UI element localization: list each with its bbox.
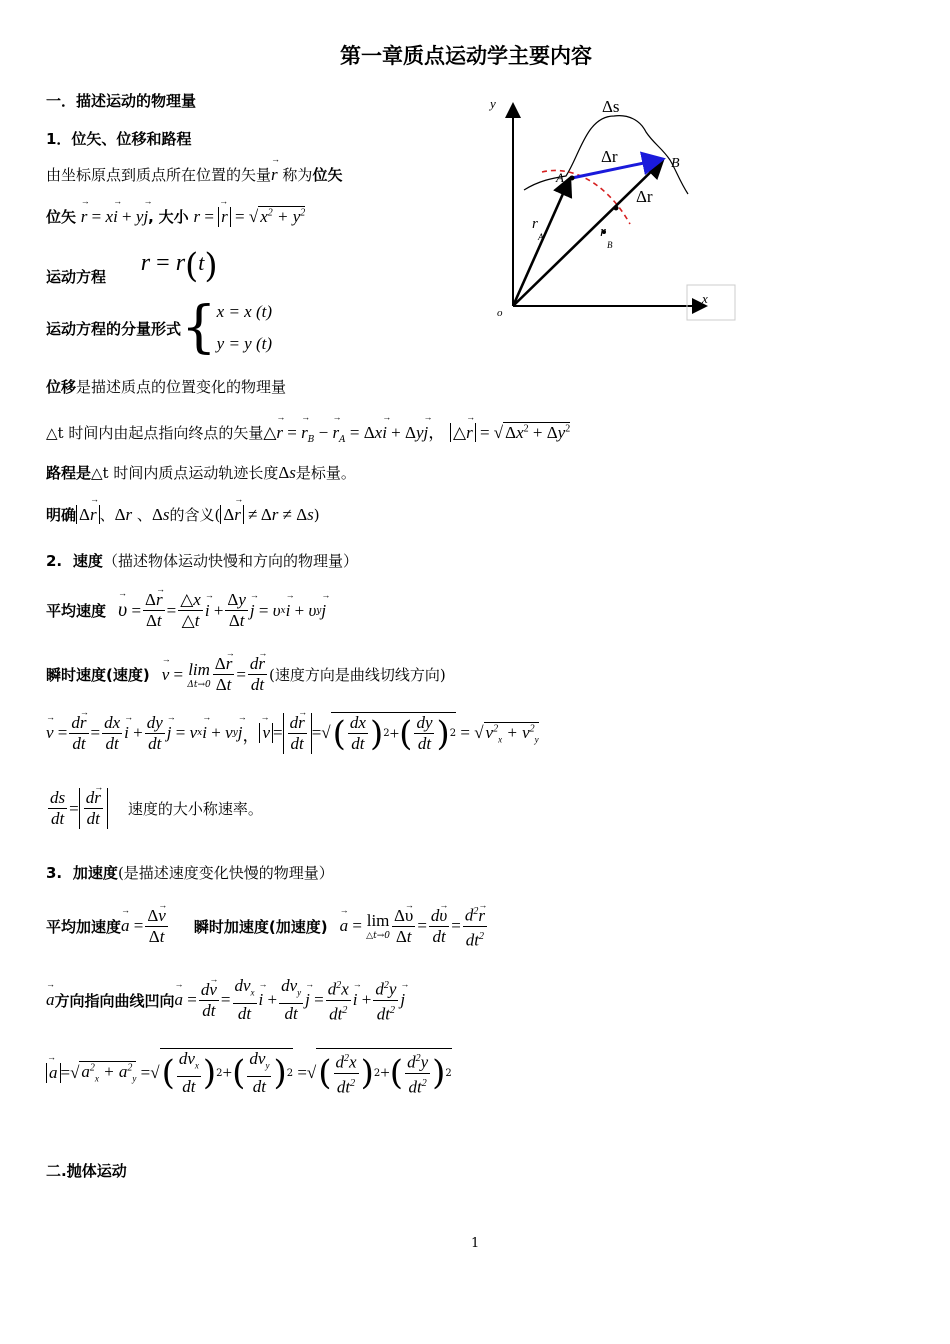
motion-equation-components: 运动方程的分量形式 { x = x (t) y = y (t) <box>46 295 273 360</box>
subsection-3-number: 3. <box>46 864 63 882</box>
point-a-dot <box>570 176 575 181</box>
arc-intersection-dot <box>614 206 619 211</box>
acceleration-direction-formula: → a 方向指向曲线凹向 → a = $\frac{d\to v}{dt}$ = $\frac{dv_x}{dt}$ → i + $\frac{dv_y}{dt}$ → j = $\frac{d^2x}{dt^2}$ → i + $\frac{d^2y}{dt^2}$ → j <box>46 976 405 1024</box>
subsection-3-heading <box>46 862 334 883</box>
r-b-label: r <box>600 224 606 240</box>
path-desc: △t 时间内质点运动轨迹长度 <box>91 464 279 482</box>
instant-acceleration-label: 瞬时加速度(加速度) <box>193 917 328 936</box>
r-a-label: r <box>532 216 538 232</box>
displacement-vector-text: △t 时间内由起点指向终点的矢量 <box>46 424 264 442</box>
r-b-sub-label: B <box>607 240 613 250</box>
subsection-2-heading <box>46 550 358 571</box>
displacement-desc: 是描述质点的位置变化的物理量 <box>76 378 287 396</box>
position-vector-b <box>513 160 663 306</box>
page-number: 1 <box>471 1236 480 1251</box>
speed-note: 速度的大小称速率。 <box>127 800 263 818</box>
origin-label: o <box>497 307 503 319</box>
average-acceleration-label: 平均加速度 <box>46 917 122 936</box>
y-axis-label: y <box>490 96 496 111</box>
section-1-heading: 一．描述运动的物理量 <box>46 92 197 110</box>
subsection-3-title: 加速度 <box>72 864 118 882</box>
subsection-2-title: 速度 <box>72 552 103 570</box>
components-label: 运动方程的分量形式 <box>46 319 182 338</box>
path-scalar: 是标量。 <box>295 464 356 482</box>
motion-equation: 运动方程 r = r(t) <box>46 246 218 286</box>
delta-r-vector-label: Δr <box>601 147 618 166</box>
position-desc-term: 位矢 <box>312 166 343 184</box>
displacement-definition <box>46 376 286 397</box>
displacement-formula: △t 时间内由起点指向终点的矢量△→ r = → $r_B$ − → $r_A = \Delta x\to i + \Delta y\to j$， △→ r = √ $\Delta x^2 + \Delta y^2$ <box>46 418 570 445</box>
magnitude-label: 大小 <box>158 208 189 226</box>
point-b-label: B <box>671 156 680 171</box>
acceleration-direction-label: 方向指向曲线凹向 <box>54 991 175 1010</box>
clarify-meaning-text: 的含义( <box>169 506 221 524</box>
point-a-label: A <box>556 170 564 185</box>
clarify-close: ) <box>313 506 320 524</box>
position-desc-text: 由坐标原点到质点所在位置的矢量 <box>46 166 272 184</box>
instant-velocity-label: 瞬时速度(速度) <box>46 666 150 684</box>
delta-r-label: Δr <box>636 187 653 206</box>
r-a-sub-label: A <box>538 232 544 242</box>
path-definition: 路程是△t 时间内质点运动轨迹长度Δs是标量。 <box>46 463 356 482</box>
velocity-components-formula: → v = $\frac{d\to r}{dt}$ = $\frac{dx}{dt}$ → i + $\frac{dy}{dt}$ → j = v x → i + v y → j ， → v = $\frac{d\to r}{dt}$ =√ ( $\frac{dx}{dt}$ ) 2 + ( $\frac{dy}{dt}$ ) 2 = √ $v^2_x + v^2_y$ <box>46 712 539 754</box>
average-velocity-formula: 平均速度 → υ = $\frac{\Delta\to r}{\Delta t}$ = $\frac{\triangle x}{\triangle t}$ → i + $\frac{\Delta y}{\Delta t}$ → j = υ x → i + υ y → j <box>46 590 326 631</box>
average-velocity-label: 平均速度 <box>46 602 107 620</box>
position-desc-called: 称为 <box>282 166 313 184</box>
page-title: 第一章质点运动学主要内容 <box>340 44 592 68</box>
x-label-box <box>687 285 735 320</box>
subsection-2-number: 2. <box>46 552 63 570</box>
position-vector-description: 由坐标原点到质点所在位置的矢量→ r 称为位矢 <box>46 164 342 185</box>
subsection-1-heading: 1．位矢、位移和路程 <box>46 130 192 148</box>
instant-velocity-formula: 瞬时速度(速度) → v = lim Δt→0 $\frac{\Delta\to r}{\Delta t}$ = $\frac{d\to r}{dt}$ (速度方向是曲线切线方向) <box>46 654 446 695</box>
subsection-2-desc: （描述物体运动快慢和方向的物理量） <box>102 552 358 570</box>
path-term: 路程是 <box>46 464 92 482</box>
position-vector-formula: 位矢 → r = x→ i + y→ j, 大小 r = → r = √ $x^2 + y^2$ <box>46 206 305 227</box>
section-2-heading: 二.抛体运动 <box>46 1162 127 1180</box>
speed-formula: $\frac{ds}{dt}$ = $\frac{d\to r}{dt}$ 速度的大小称速率。 <box>46 788 263 829</box>
acceleration-formula: 平均加速度 → a = $\frac{\Delta\to v}{\Delta t}$ 瞬时加速度(加速度) → a = lim △t→0 $\frac{\Delta\to \upsilon}{\Delta t}$ = $\frac{d\to \upsilon}{dt}$ = $\frac{d^2\to r}{dt^2}$ <box>46 902 489 950</box>
motion-equation-label: 运动方程 <box>46 268 107 286</box>
subsection-3-desc: (是描述速度变化快慢的物理量） <box>117 864 334 882</box>
position-vector-a <box>513 178 570 306</box>
displacement-term: 位移 <box>46 378 77 396</box>
acceleration-magnitude-formula: → a =√ $a^2_x + a^2_y$ =√ ( $\frac{dv_x}{dt}$ ) 2 + ( $\frac{dv_y}{dt}$ ) 2 =√ ( $\frac{d^2x}{dt^2}$ ) 2 + ( $\frac{d^2y}{dt^2}$ ) 2 <box>46 1048 452 1097</box>
clarify-label: 明确 <box>46 506 77 524</box>
delta-s-label: Δs <box>602 97 620 116</box>
kinematics-diagram <box>480 92 740 328</box>
instant-velocity-note: (速度方向是曲线切线方向) <box>269 666 446 684</box>
clarify-meaning: 明确 Δ→ r 、Δr 、Δs的含义( Δ→ r ≠ Δr ≠ Δs) <box>46 504 320 525</box>
position-label: 位矢 <box>46 208 77 226</box>
x-axis-label: x <box>702 291 708 306</box>
